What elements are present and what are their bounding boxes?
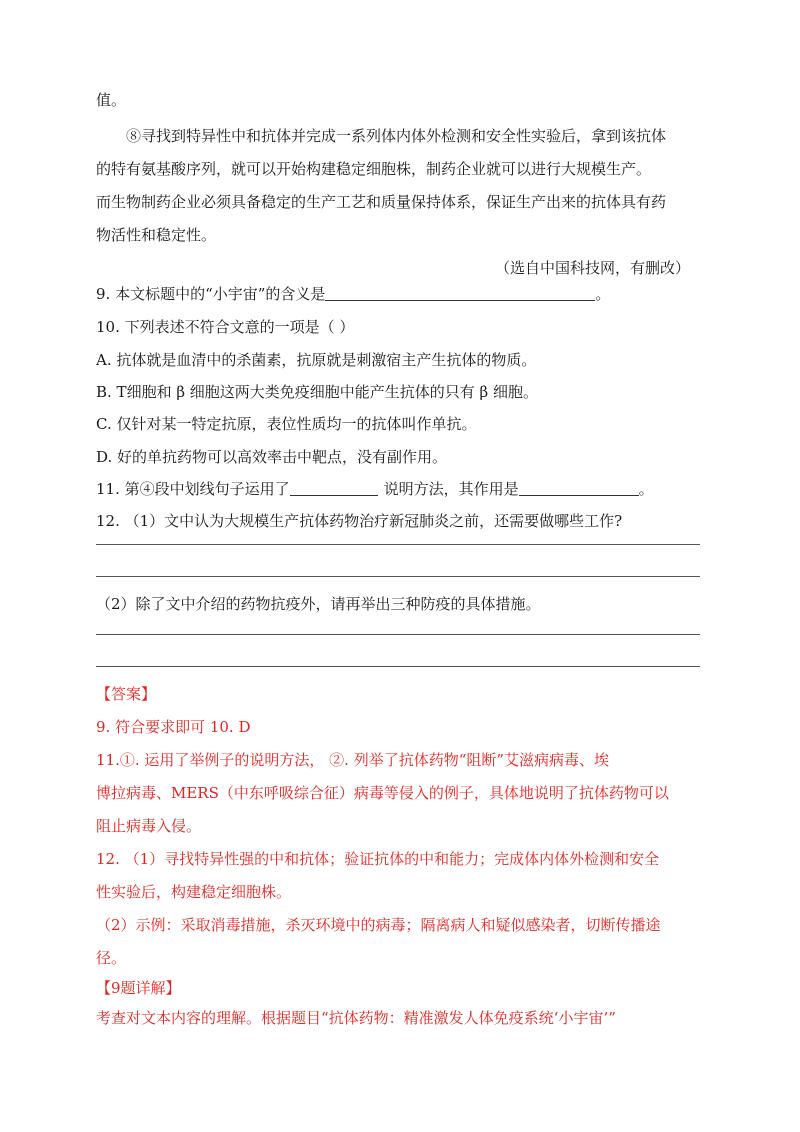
question-9-end: 。 bbox=[595, 285, 611, 303]
answer-12-line-1: 12. （1）寻找特异性强的中和抗体；验证抗体的中和能力；完成体内体外检测和安全 bbox=[96, 850, 660, 868]
answer-line-12-2b[interactable] bbox=[96, 666, 700, 667]
detail-header: 【9题详解】 bbox=[96, 979, 181, 997]
article-paragraph-8-line-3: 而生物制药企业必须具备稳定的生产工艺和质量保持体系，保证生产出来的抗体具有药 bbox=[96, 193, 667, 211]
question-9-text: 9. 本文标题中的“小宇宙”的含义是 bbox=[96, 285, 326, 303]
answer-line-12-2a[interactable] bbox=[96, 634, 700, 635]
question-10-option-c: C. 仅针对某一特定抗原，表位性质均一的抗体叫作单抗。 bbox=[96, 415, 477, 433]
question-11-method-blank[interactable] bbox=[290, 481, 378, 496]
question-12-part-2: （2）除了文中介绍的药物抗疫外，请再举出三种防疫的具体措施。 bbox=[96, 595, 541, 613]
article-paragraph-8-line-4: 物活性和稳定性。 bbox=[96, 226, 217, 244]
answer-line-12-1b[interactable] bbox=[96, 576, 700, 577]
question-11-end: 。 bbox=[638, 480, 654, 498]
answer-11-line-1: 11.①. 运用了举例子的说明方法， ②. 列举了抗体药物“阻断”艾滋病病毒、埃 bbox=[96, 751, 610, 769]
question-12-part-1: 12. （1）文中认为大规模生产抗体药物治疗新冠肺炎之前，还需要做哪些工作? bbox=[96, 512, 623, 530]
question-10-option-d: D. 好的单抗药物可以高效率击中靶点，没有副作用。 bbox=[96, 448, 448, 466]
article-paragraph-8-line-2: 的特有氨基酸序列，就可以开始构建稳定细胞株，制药企业就可以进行大规模生产。 bbox=[96, 160, 652, 178]
answer-12-line-4: 径。 bbox=[96, 949, 127, 967]
article-source: （选自中国科技网，有删改） bbox=[495, 259, 691, 277]
detail-line-1: 考查对文本内容的理解。根据题目“抗体药物：精准激发人体免疫系统‘小宇宙’” bbox=[96, 1009, 616, 1027]
answer-12-line-2: 性实验后，构建稳定细胞株。 bbox=[96, 883, 292, 901]
answer-9-10: 9. 符合要求即可 10. D bbox=[96, 718, 251, 736]
question-10: 10. 下列表述不符合文意的一项是（ ） bbox=[96, 318, 355, 336]
question-10-option-a: A. 抗体就是血清中的杀菌素，抗原就是刺激宿主产生抗体的物质。 bbox=[96, 351, 537, 369]
question-11-effect-blank[interactable] bbox=[519, 481, 639, 496]
article-paragraph-8-line-1: ⑧寻找到特异性中和抗体并完成一系列体内体外检测和安全性实验后，拿到该抗体 bbox=[126, 127, 667, 145]
article-paragraph-end: 值。 bbox=[96, 91, 127, 109]
question-10-option-b: B. T细胞和 β 细胞这两大类免疫细胞中能产生抗体的只有 β 细胞。 bbox=[96, 383, 538, 401]
question-11-text-a: 11. 第④段中划线句子运用了 bbox=[96, 480, 290, 498]
question-9-answer-blank[interactable] bbox=[325, 286, 595, 301]
answer-12-line-3: （2）示例：采取消毒措施，杀灭环境中的病毒；隔离病人和疑似感染者，切断传播途 bbox=[96, 916, 661, 934]
answer-header: 【答案】 bbox=[96, 685, 157, 703]
answer-11-line-2: 博拉病毒、MERS（中东呼吸综合征）病毒等侵入的例子，具体地说明了抗体药物可以 bbox=[96, 784, 669, 802]
question-11 bbox=[96, 479, 654, 499]
question-9 bbox=[96, 284, 610, 304]
question-11-text-b: 说明方法，其作用是 bbox=[383, 480, 519, 498]
answer-line-12-1a[interactable] bbox=[96, 544, 700, 545]
answer-11-line-3: 阻止病毒入侵。 bbox=[96, 817, 202, 835]
